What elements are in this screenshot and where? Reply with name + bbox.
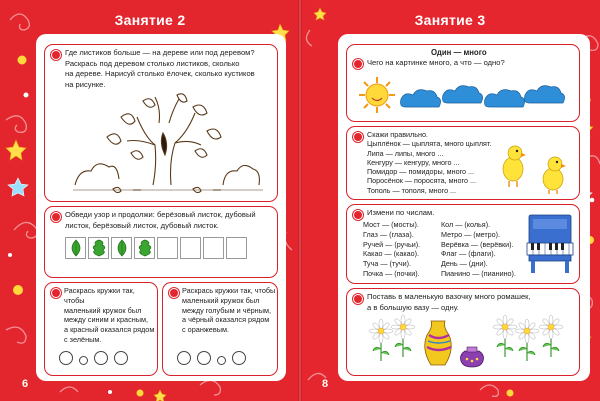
leaf-cell: [88, 237, 109, 259]
task-text: Обведи узор и продолжи: берёзовый листок, дубовый листок, берёзовый листок, дубовый листок.: [65, 210, 256, 230]
task-bullet: [51, 50, 61, 60]
daisy-icon: [539, 315, 563, 357]
cloud-icons: [401, 86, 565, 107]
small-vase-icon: [461, 347, 484, 367]
circle[interactable]: [177, 351, 191, 365]
task-text: Раскрась кружки так, чтобы маленький кружок был между синим и красным, а красный оказался рядом с зелёным.: [64, 286, 155, 344]
small-circle[interactable]: [217, 356, 226, 365]
leaf-cell: [134, 237, 155, 259]
daisy-icon: [391, 315, 415, 357]
chick-icon: [543, 157, 566, 194]
task-bullet: [169, 288, 179, 298]
word-column-1: Мост — (мосты). Глаз — (глаза). Ручей — (ручьи). Какао — (какао). Туча — (тучи). Почка — (почки).: [363, 220, 421, 278]
tree-illustration: [73, 93, 263, 193]
task-bullet: [51, 212, 61, 222]
leaf-cell: [111, 237, 132, 259]
task-subtitle: Один — много: [431, 48, 487, 57]
word-column-2: Кол — (колья). Метро — (метро). Верёвка — (верёвки). Флаг — (флаги). День — (дни). Пианино — (пианино).: [441, 220, 516, 278]
chick-icon: [503, 146, 526, 187]
circle[interactable]: [232, 351, 246, 365]
small-circle[interactable]: [79, 356, 88, 365]
task-box-tree: [44, 44, 278, 202]
daisy-icon: [493, 315, 517, 357]
task-bullet: [353, 59, 363, 69]
task-box-say-correctly: [346, 126, 580, 200]
circle[interactable]: [94, 351, 108, 365]
worksheet: [338, 34, 590, 381]
circles-row: [59, 351, 128, 365]
task-text: Поставь в маленькую вазочку много ромашек, а в большую вазу — одну.: [367, 292, 531, 312]
task-text: Скажи правильно. Цыплёнок — цыплята, много цыплят. Липа — липы, много ... Кенгуру — кенгуру, много ... Помидор — помидоры, много ... Поросёнок — поросята, много ... Тополь — тополя, много ...: [367, 130, 492, 195]
circle[interactable]: [114, 351, 128, 365]
book-fold: [298, 0, 302, 401]
leaf-cell: [65, 237, 86, 259]
worksheet: [36, 34, 286, 381]
task-lead: Измени по числам.: [367, 208, 435, 217]
daisy-icon: [515, 319, 539, 361]
chick-illustration: [499, 139, 573, 195]
task-bullet: [353, 210, 363, 220]
big-vase-icon: [425, 321, 452, 365]
task-bullet: [353, 132, 363, 142]
empty-cell[interactable]: [157, 237, 178, 259]
page-number: 6: [22, 378, 29, 390]
daisy-icon: [369, 319, 393, 361]
leaf-icon: [68, 239, 84, 257]
page-title: Занятие 3: [414, 12, 486, 28]
leaf-icon: [114, 239, 130, 257]
empty-cell[interactable]: [180, 237, 201, 259]
task-bullet: [51, 288, 61, 298]
circles-row: [177, 351, 246, 365]
word-columns: [363, 220, 527, 279]
page-number: 8: [322, 378, 329, 390]
circle[interactable]: [59, 351, 73, 365]
task-box-change-number: [346, 204, 580, 284]
oak-leaf-icon: [137, 239, 153, 257]
sun-and-clouds-illustration: [357, 75, 573, 117]
task-box-one-many: [346, 44, 580, 122]
task-box-circles-1: [44, 282, 158, 376]
sun-icon: [359, 77, 395, 113]
piano-illustration: [525, 213, 575, 275]
task-box-vases: [346, 288, 580, 376]
circle[interactable]: [197, 351, 211, 365]
task-box-leaf-pattern: [44, 206, 278, 278]
right-page: [300, 0, 600, 401]
task-text: Чего на картинке много, а что — одно?: [367, 58, 505, 67]
task-bullet: [353, 294, 363, 304]
daisies-and-vases-illustration: [361, 313, 571, 371]
task-text: Раскрась кружки так, чтобы маленький кружок был между голубым и чёрным, а чёрный оказался рядом с оранжевым.: [182, 286, 276, 335]
empty-cell[interactable]: [203, 237, 224, 259]
empty-cell[interactable]: [226, 237, 247, 259]
task-text: Где листиков больше — на дереве или под деревом? Раскрась под деревом столько листиков, сколько на дереве. Нарисуй столько ёлочек, сколько кустиков на рисунке.: [65, 48, 255, 89]
oak-leaf-icon: [91, 239, 107, 257]
page-title: Занятие 2: [114, 12, 186, 28]
task-box-circles-2: [162, 282, 278, 376]
leaf-pattern-row: [65, 237, 249, 259]
